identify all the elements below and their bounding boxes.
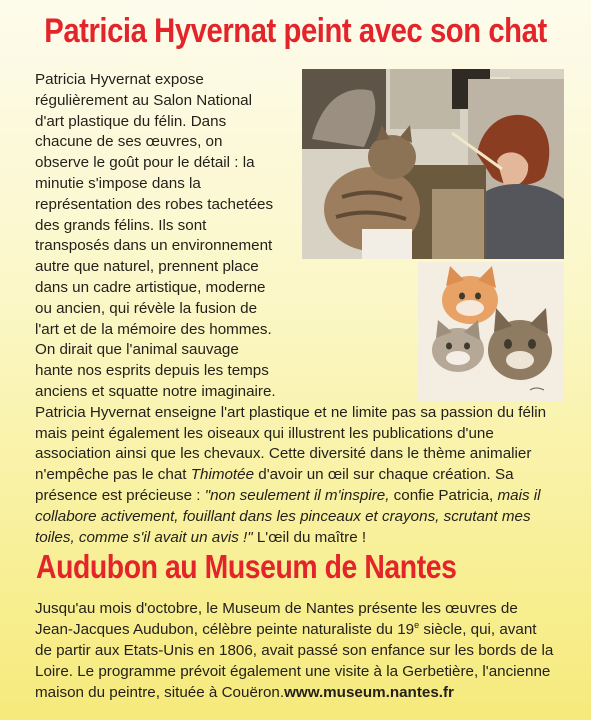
article-text-part1: Patricia Hyvernat expose régulièrement au Salon National d'art plastique du félin. Dans chacune de ses œuvres, on observe le goût pour le détail : la minutie s'impose dans la représentation des robes tachetées des grands félins. Ils sont transposés dans un environnement autre que naturel, prennent place dans un cadre artistique, moderne ou ancien, qui révèle la fusion de l'art et de la mémoire des hommes. On dirait que l'animal sauvage hante nos esprits depuis les temps anciens et squatte notre imaginaire. Patricia Hyvernat enseigne l'art plastique et ne limite pas sa passion du félin mais peint également les oiseaux qui illustrent les publications d'une association ainsi que les chevaux. Cette diversité dans le thème animalier n'empêche pas le chat — [35, 71, 547, 484]
quote-part2: mais il collabore activement, fouillant dans les pinceaux et crayons, scrutant mes toiles, comme s'il avait un avis !" — [35, 486, 541, 546]
article-body-audubon — [35, 598, 557, 703]
century-superscript: e — [414, 619, 420, 630]
article-text-end: L'œil du maître ! — [252, 528, 367, 546]
cat-name: Thimotée — [190, 466, 255, 484]
article-body-hyvernat — [35, 70, 555, 548]
article-text-part2: d'avoir un œil sur chaque création. Sa présence est précieuse : — [35, 466, 514, 504]
museum-url-link[interactable]: www.museum.nantes.fr — [284, 684, 454, 701]
image-wrap-space — [283, 70, 555, 402]
quote-part1: "non seulement il m'inspire, — [204, 486, 390, 504]
article-title-audubon: Audubon au Museum de Nantes — [36, 548, 457, 585]
quote-attribution: confie Patricia, — [389, 486, 498, 504]
audubon-text-part2: siècle, qui, avant de partir aux Etats-Unis en 1806, avait passé son enfance sur les bords de la Loire. Le programme prévoit également une visite à la Gerbetière, l'ancienne maison du peintre, située à Couëron. — [35, 621, 554, 701]
article-title-hyvernat: Patricia Hyvernat peint avec son chat — [44, 12, 547, 50]
audubon-text-part1: Jusqu'au mois d'octobre, le Museum de Nantes présente les œuvres de Jean-Jacques Audubon, célèbre peinte naturaliste du 19 — [35, 600, 518, 638]
